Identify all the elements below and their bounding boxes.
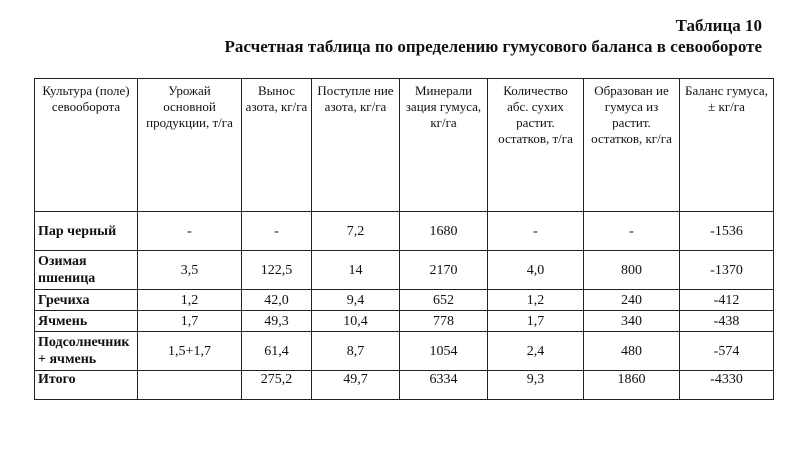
column-header: Образован ие гумуса из растит. остатков, кг/га <box>584 79 680 212</box>
table-cell: 2,4 <box>488 332 584 371</box>
table-cell: 340 <box>584 311 680 332</box>
column-header: Вынос азота, кг/га <box>242 79 312 212</box>
table-cell: -412 <box>680 290 774 311</box>
table-cell <box>138 371 242 400</box>
table-cell: 49,3 <box>242 311 312 332</box>
crop-cell: Подсолнечник + ячмень <box>35 332 138 371</box>
table-cell: 1054 <box>400 332 488 371</box>
table-cell: - <box>488 212 584 251</box>
table-cell: 122,5 <box>242 251 312 290</box>
column-header: Поступле ние азота, кг/га <box>312 79 400 212</box>
table-cell: - <box>584 212 680 251</box>
table-cell: 42,0 <box>242 290 312 311</box>
table-cell: 1,2 <box>488 290 584 311</box>
table-cell: 8,7 <box>312 332 400 371</box>
table-cell: 652 <box>400 290 488 311</box>
table-cell: -1370 <box>680 251 774 290</box>
table-cell: 49,7 <box>312 371 400 400</box>
table-cell: -438 <box>680 311 774 332</box>
column-header: Количество абс. сухих растит. остатков, т/га <box>488 79 584 212</box>
table-cell: 275,2 <box>242 371 312 400</box>
table-cell: 1,2 <box>138 290 242 311</box>
table-cell: 778 <box>400 311 488 332</box>
table-cell: 9,3 <box>488 371 584 400</box>
table-cell: 1,7 <box>138 311 242 332</box>
table-title: Расчетная таблица по определению гумусового баланса в севообороте <box>224 37 762 56</box>
crop-cell: Гречиха <box>35 290 138 311</box>
table-cell: 7,2 <box>312 212 400 251</box>
table-cell: 4,0 <box>488 251 584 290</box>
column-header: Минерали зация гумуса, кг/га <box>400 79 488 212</box>
table-cell: - <box>242 212 312 251</box>
table-cell: 480 <box>584 332 680 371</box>
table-row <box>35 251 774 290</box>
table-cell: 1680 <box>400 212 488 251</box>
humus-balance-table <box>34 78 774 400</box>
table-cell: 240 <box>584 290 680 311</box>
table-cell: 61,4 <box>242 332 312 371</box>
table-header-row <box>35 79 774 212</box>
table-cell: 1,5+1,7 <box>138 332 242 371</box>
crop-cell: Озимая пшеница <box>35 251 138 290</box>
table-cell: -1536 <box>680 212 774 251</box>
table-cell: -574 <box>680 332 774 371</box>
table-row <box>35 212 774 251</box>
table-cell: 1,7 <box>488 311 584 332</box>
column-header: Урожай основной продукции, т/га <box>138 79 242 212</box>
table-cell: 14 <box>312 251 400 290</box>
table-row <box>35 332 774 371</box>
table-row <box>35 290 774 311</box>
table-cell: 800 <box>584 251 680 290</box>
crop-cell: Пар черный <box>35 212 138 251</box>
table-row <box>35 311 774 332</box>
table-cell: 6334 <box>400 371 488 400</box>
column-header: Культура (поле) севооборота <box>35 79 138 212</box>
table-cell: - <box>138 212 242 251</box>
crop-cell: Итого <box>35 371 138 400</box>
table-cell: 9,4 <box>312 290 400 311</box>
table-cell: 1860 <box>584 371 680 400</box>
table-number: Таблица 10 <box>675 16 762 35</box>
table-cell: 3,5 <box>138 251 242 290</box>
crop-cell: Ячмень <box>35 311 138 332</box>
total-row <box>35 371 774 400</box>
table-cell: 10,4 <box>312 311 400 332</box>
table-cell: 2170 <box>400 251 488 290</box>
table-cell: -4330 <box>680 371 774 400</box>
column-header: Баланс гумуса, ± кг/га <box>680 79 774 212</box>
